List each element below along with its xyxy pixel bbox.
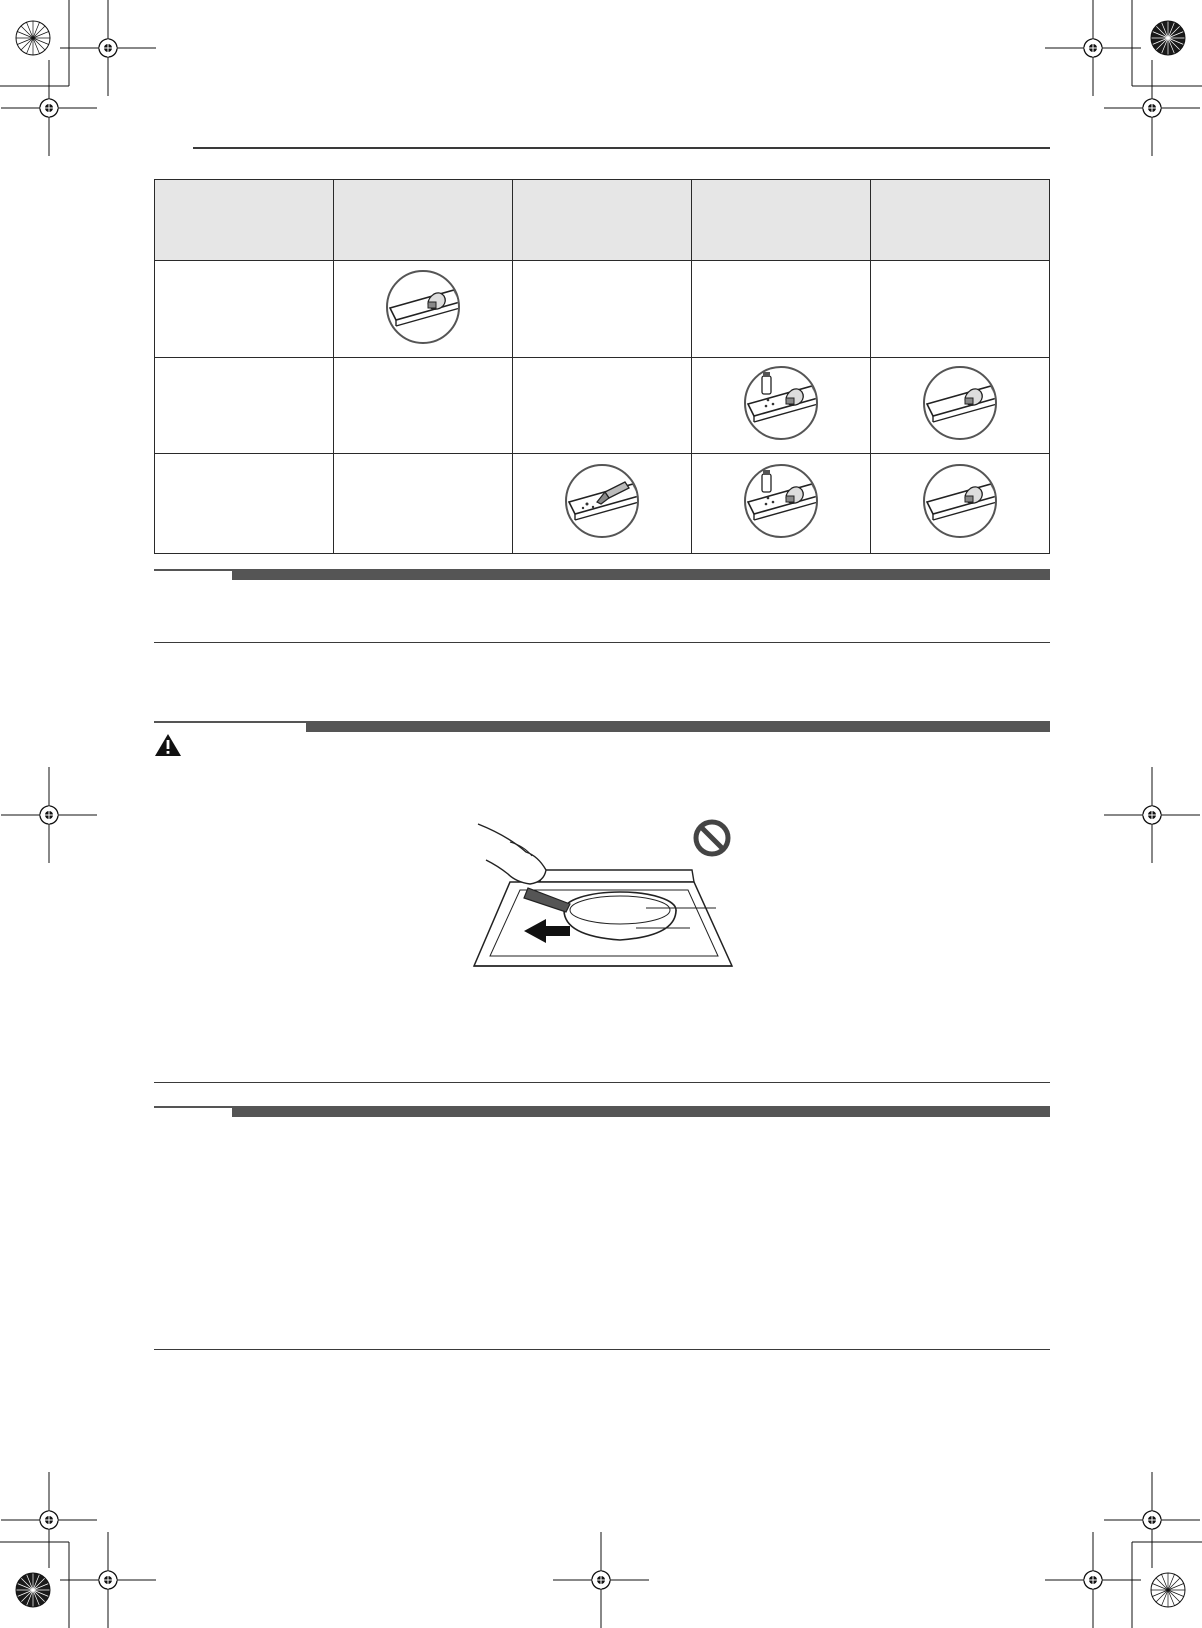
content-rule — [154, 642, 1050, 643]
table-cell — [692, 358, 871, 454]
table-cell — [871, 358, 1050, 454]
table-cell — [155, 454, 334, 554]
section-divider-tab — [154, 569, 232, 571]
table-cell — [155, 358, 334, 454]
warning-triangle-icon — [154, 733, 182, 757]
table-header-cell — [513, 180, 692, 261]
table-cell — [334, 261, 513, 358]
table-row — [155, 454, 1050, 554]
table-row — [155, 261, 1050, 358]
table-cell — [513, 261, 692, 358]
table-row — [155, 358, 1050, 454]
footer-rule — [154, 1349, 1050, 1350]
spray-wipe-icon — [742, 364, 820, 442]
table-cell — [334, 358, 513, 454]
content-rule — [154, 1082, 1050, 1083]
table-header-row — [155, 180, 1050, 261]
no-symbol-icon — [696, 822, 728, 854]
wipe-icon — [921, 364, 999, 442]
table-cell — [513, 454, 692, 554]
table-header-cell — [155, 180, 334, 261]
scraper-icon — [563, 462, 641, 540]
table-header-cell — [692, 180, 871, 261]
warning-divider-bar — [306, 721, 1050, 732]
wipe-icon — [921, 462, 999, 540]
header-rule — [193, 147, 1050, 149]
table-header-cell — [334, 180, 513, 261]
table-cell — [155, 261, 334, 358]
cleaning-method-table — [154, 179, 1050, 554]
table-cell — [692, 454, 871, 554]
section-divider-tab — [154, 1106, 232, 1108]
wipe-icon — [384, 268, 462, 346]
table-cell — [871, 261, 1050, 358]
section-divider-bar — [232, 1106, 1050, 1117]
do-not-slide-pan-illustration — [470, 816, 740, 968]
section-divider-bar — [232, 569, 1050, 580]
table-cell — [871, 454, 1050, 554]
table-cell — [334, 454, 513, 554]
spray-wipe-icon — [742, 462, 820, 540]
table-cell — [513, 358, 692, 454]
warning-divider-tab — [154, 721, 306, 723]
table-cell — [692, 261, 871, 358]
table-header-cell — [871, 180, 1050, 261]
